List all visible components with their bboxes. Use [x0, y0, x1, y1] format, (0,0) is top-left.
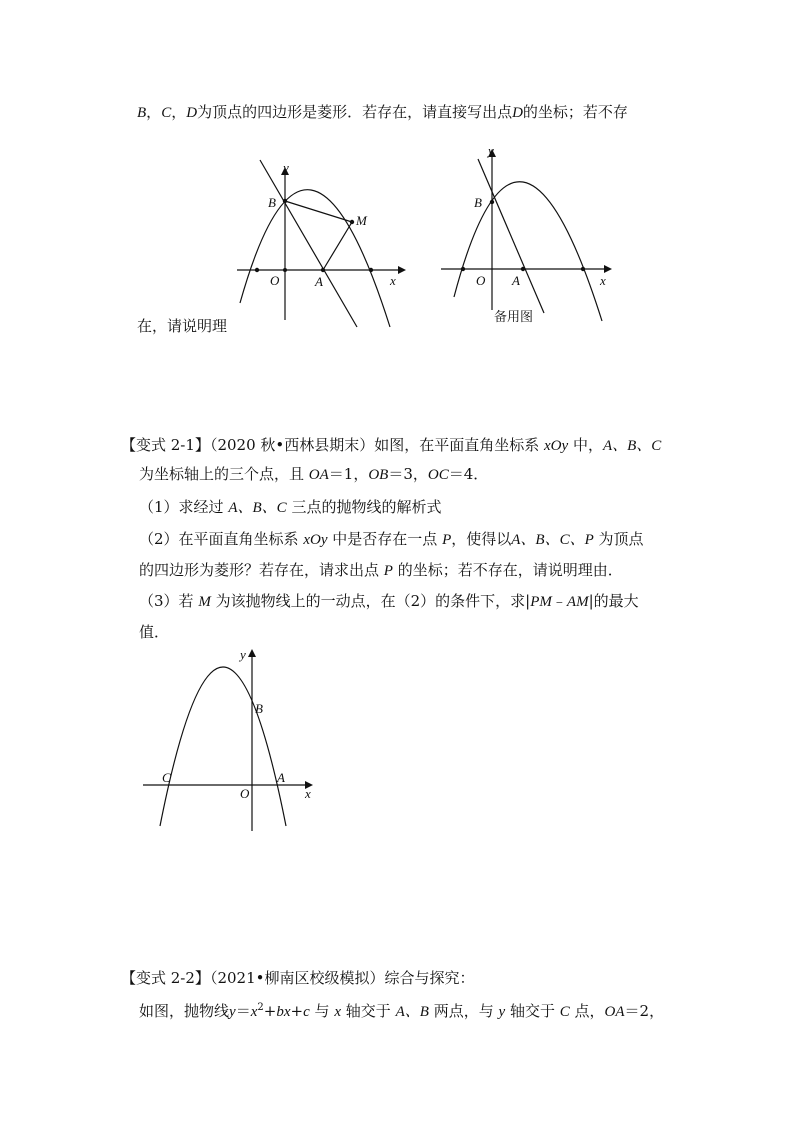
text-run: 中， — [572, 436, 603, 454]
label-a: A — [277, 770, 285, 785]
text-run: （1）求经过 — [139, 498, 224, 516]
label-b: B — [474, 195, 482, 210]
point-m — [350, 220, 354, 224]
var-oc: OC — [427, 467, 449, 483]
var-ob: OB — [368, 467, 389, 483]
comma: ， — [146, 103, 162, 121]
text-run: |的最大 — [588, 592, 639, 610]
caption: 备用图 — [494, 310, 534, 325]
text-run: ＝ — [235, 1002, 251, 1020]
var-m: M — [198, 594, 211, 610]
text-run: ，使得以 — [451, 530, 512, 548]
text-run: 的坐标；若不存 — [522, 103, 628, 121]
label-o: O — [476, 273, 486, 288]
question-tag: 【变式 2-2】 — [121, 969, 210, 987]
text-run: 轴交于 — [509, 1002, 555, 1020]
q2-line-2 — [139, 464, 488, 485]
text-run: 为顶点 — [598, 530, 644, 548]
figure-3 — [135, 643, 335, 833]
var-x: x — [334, 1004, 341, 1020]
label-a: A — [315, 274, 323, 289]
text-run: 中是否存在一点 — [332, 530, 438, 548]
label-o: O — [240, 786, 250, 801]
text-run: 两点，与 — [433, 1002, 494, 1020]
var-c: c — [303, 1004, 310, 1020]
text-run: 在，请说明理 — [137, 317, 228, 335]
label-x: x — [600, 273, 606, 288]
var-x: x — [250, 1004, 258, 1020]
text-run: ＝1， — [328, 465, 369, 483]
q2-part-3 — [139, 591, 639, 612]
label-y: y — [488, 143, 494, 158]
var-xoy: xOy — [303, 532, 328, 548]
parabola — [160, 667, 286, 826]
text-run: + — [263, 1002, 277, 1020]
text-run: 值． — [139, 623, 170, 641]
var-pm: PM — [530, 594, 552, 610]
text-run: 三点的抛物线的解析式 — [291, 498, 442, 516]
var-b: B — [137, 105, 147, 121]
var-y: y — [498, 1004, 506, 1020]
q3-line-1 — [121, 968, 474, 988]
text-run: （2021•柳南区校级模拟）综合与探究： — [209, 969, 475, 987]
q2-part-3-cont — [139, 622, 169, 642]
line-ab — [478, 159, 544, 313]
text-run: ﹣ — [551, 592, 567, 610]
text-run: ＝4． — [448, 465, 489, 483]
q2-part-2-cont — [139, 560, 623, 581]
text-run: 的四边形为菱形？若存在，请求出点 — [139, 561, 380, 579]
text-run: 轴交于 — [345, 1002, 391, 1020]
var-p: P — [383, 563, 393, 579]
label-c: C — [162, 770, 171, 785]
q2-part-2 — [139, 529, 644, 550]
label-m: M — [356, 213, 367, 228]
q1-line-2 — [137, 316, 227, 336]
var-y: y — [229, 1004, 236, 1020]
var-oa: OA — [604, 1004, 625, 1020]
label-o: O — [270, 273, 280, 288]
label-x: x — [305, 786, 311, 801]
label-a: A — [512, 273, 520, 288]
text-run: （3）若 — [139, 592, 194, 610]
text-run: 如图，抛物线 — [139, 1002, 230, 1020]
point-origin — [283, 268, 287, 272]
var-d: D — [186, 105, 198, 121]
var-am: AM — [566, 594, 589, 610]
text-run: + — [290, 1002, 304, 1020]
figure-1 — [232, 155, 412, 330]
text-run: ＝3， — [388, 465, 428, 483]
point-b — [283, 199, 287, 203]
line-ab — [260, 160, 357, 327]
q2-part-1 — [139, 497, 441, 518]
question-tag: 【变式 2-1】 — [121, 436, 210, 454]
q2-line-1 — [121, 435, 661, 456]
var-abcp: A、B、C、P — [511, 532, 594, 548]
text-run: （2020 秋•西林县期末）如图，在平面直角坐标系 — [209, 436, 540, 454]
var-xoy: xOy — [544, 438, 569, 454]
var-bx: bx — [276, 1004, 291, 1020]
point-a — [521, 267, 525, 271]
point-b — [490, 200, 494, 204]
exponent: 2 — [257, 1002, 264, 1013]
q1-line-1 — [137, 102, 628, 123]
point-root-right — [369, 268, 373, 272]
text-run: 为该抛物线上的一动点，在（2）的条件下，求| — [215, 592, 531, 610]
var-ab: A、B — [395, 1004, 429, 1020]
x-axis-arrow — [398, 266, 406, 274]
point-root-left — [461, 267, 465, 271]
point-root-left — [255, 268, 259, 272]
y-axis-arrow — [248, 649, 256, 657]
text-run: 与 — [314, 1002, 330, 1020]
label-y: y — [240, 647, 246, 662]
point-root-right — [581, 267, 585, 271]
text-run: 为顶点的四边形是菱形．若存在，请直接写出点 — [197, 103, 513, 121]
label-b: B — [255, 701, 263, 716]
point-a — [321, 268, 325, 272]
var-oa: OA — [308, 467, 329, 483]
q3-line-2 — [139, 998, 664, 1022]
label-x: x — [390, 273, 396, 288]
text-run: （2）在平面直角坐标系 — [139, 530, 299, 548]
label-b: B — [268, 195, 276, 210]
text-run: 点， — [574, 1002, 605, 1020]
figure-2 — [436, 145, 616, 325]
var-c: C — [559, 1004, 570, 1020]
label-y: y — [283, 160, 289, 175]
text-run: 的坐标；若不存在，请说明理由． — [397, 561, 623, 579]
text-run: 为坐标轴上的三个点，且 — [139, 465, 305, 483]
var-abc: A、B、C — [228, 500, 287, 516]
comma: ， — [171, 103, 187, 121]
var-d: D — [512, 105, 523, 121]
var-c: C — [161, 105, 172, 121]
var-p: P — [442, 532, 452, 548]
text-run: ＝2， — [624, 1002, 665, 1020]
x-axis-arrow — [604, 265, 612, 273]
var-abc: A、B、C — [602, 438, 662, 454]
